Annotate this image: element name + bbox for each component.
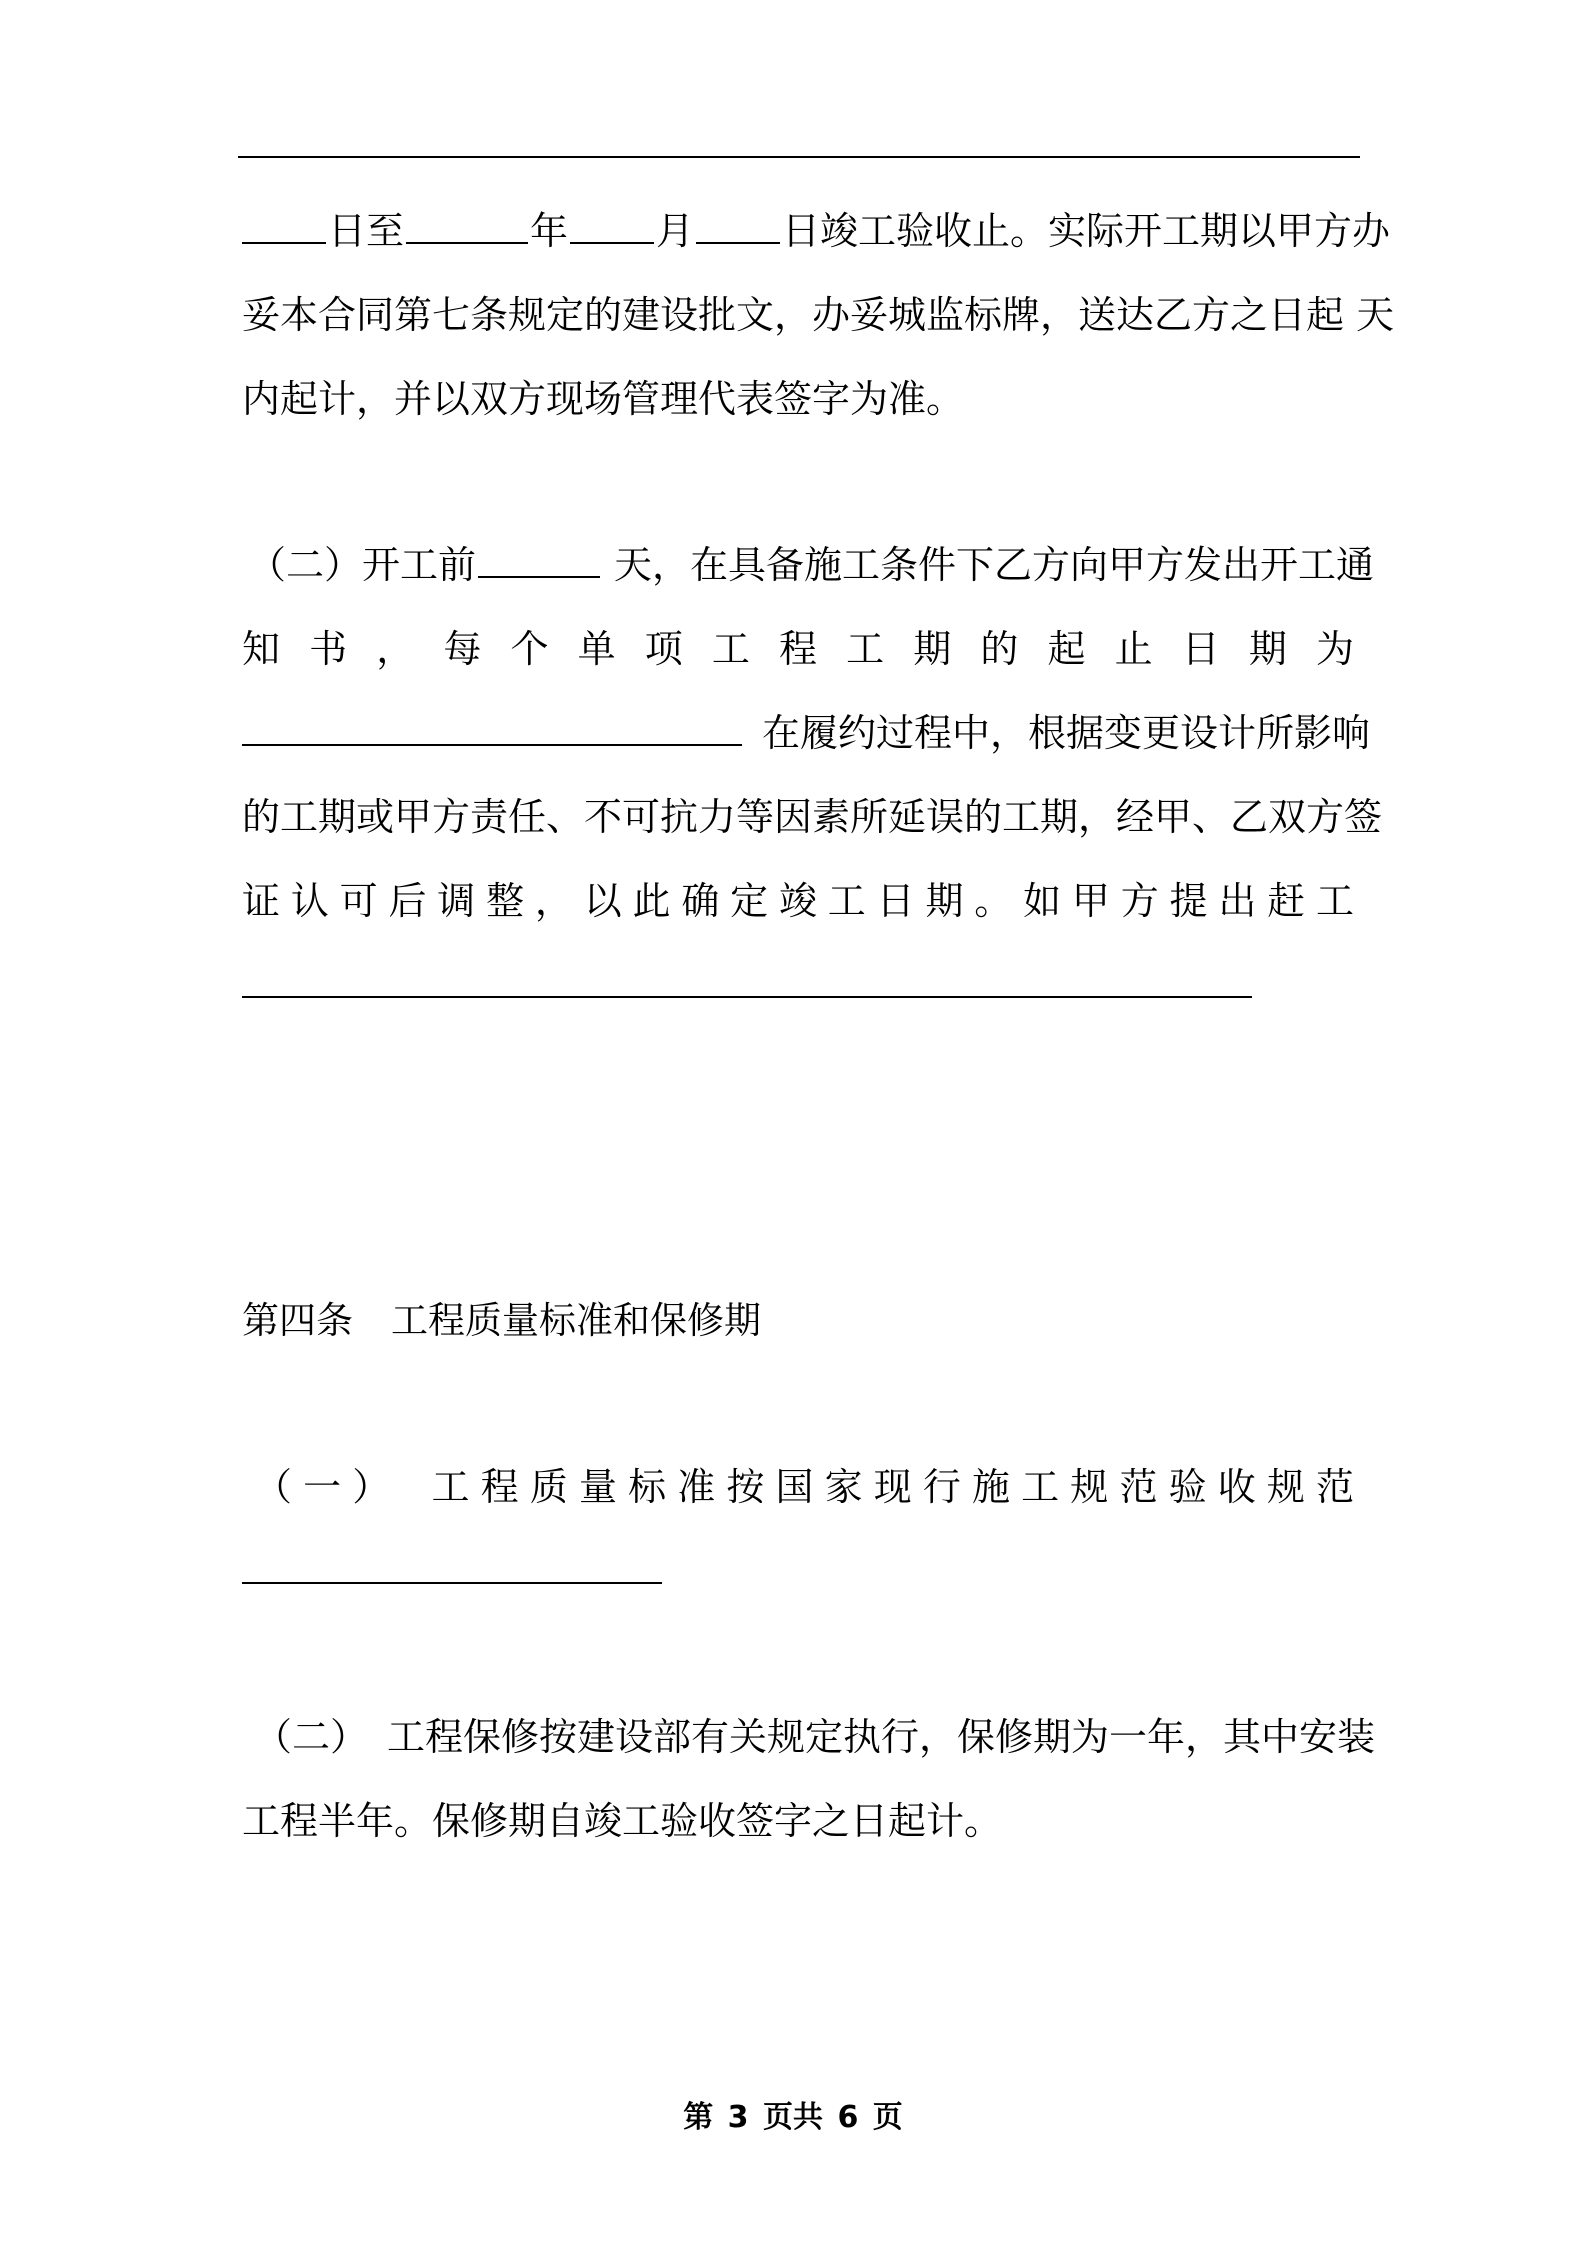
blank-year-end <box>406 206 528 244</box>
paragraph-1-line-3: 内起计，并以双方现场管理代表签字为准。 <box>242 377 965 421</box>
text-completion: 日竣工验收止。实际开工期以甲方办 <box>782 209 1391 253</box>
article-4-number: 第四条 <box>242 1299 353 1342</box>
blank-days-before <box>478 540 600 578</box>
article-4-title: 工程质量标准和保修期 <box>391 1299 761 1342</box>
paragraph-1-line-1 <box>242 206 1391 256</box>
text-lvyue: 在履约过程中，根据变更设计所影响 <box>762 711 1371 755</box>
article-4-item-2-line-1: （二） 工程保修按建设部有关规定执行，保修期为一年，其中安装 <box>254 1715 1376 1759</box>
text-ri-zhi: 日至 <box>328 209 405 253</box>
blank-month-end <box>570 206 654 244</box>
paragraph-2-line-6 <box>242 960 1354 1010</box>
blank-quality-standard <box>242 1546 662 1584</box>
paragraph-2-line-4: 的工期或甲方责任、不可抗力等因素所延误的工期，经甲、乙双方签 <box>242 795 1383 839</box>
article-4-item-1-blank-line <box>242 1546 1354 1596</box>
paragraph-2-line-5: 证认可后调整，以此确定竣工日期。如甲方提出赶工 <box>242 879 1354 923</box>
paragraph-2-line-1 <box>248 540 1375 590</box>
blank-day-end <box>696 206 780 244</box>
footer-total-pages: 6 <box>837 2100 859 2135</box>
footer-page-number: 3 <box>727 2100 749 2135</box>
blank-rush-work <box>242 960 1252 998</box>
page-footer <box>0 2098 1586 2138</box>
paragraph-2-line-3 <box>242 708 1371 758</box>
footer-ye: 页 <box>872 2100 903 2135</box>
text-kaigong-qian: （二）开工前 <box>248 543 477 587</box>
paragraph-1-line-2: 妥本合同第七条规定的建设批文，办妥城监标牌，送达乙方之日起 天 <box>242 293 1395 337</box>
footer-ye-gong: 页共 <box>763 2100 823 2135</box>
article-4-item-1: （一） 工程质量标准按国家现行施工规范验收规范 <box>254 1465 1354 1509</box>
paragraph-2-line-2: 知书，每个单项工程工期的起止日期为 <box>242 627 1354 671</box>
article-4-heading <box>242 1296 761 1346</box>
blank-day-start <box>242 206 326 244</box>
blank-period-dates <box>242 708 742 746</box>
text-nian: 年 <box>530 209 569 253</box>
text-yue: 月 <box>656 209 695 253</box>
footer-di: 第 <box>683 2100 714 2135</box>
text-tian: 天，在具备施工条件下乙方向甲方发出开工通 <box>614 543 1375 587</box>
header-rule <box>238 156 1360 158</box>
article-4-item-2-line-2: 工程半年。保修期自竣工验收签字之日起计。 <box>242 1799 1003 1843</box>
